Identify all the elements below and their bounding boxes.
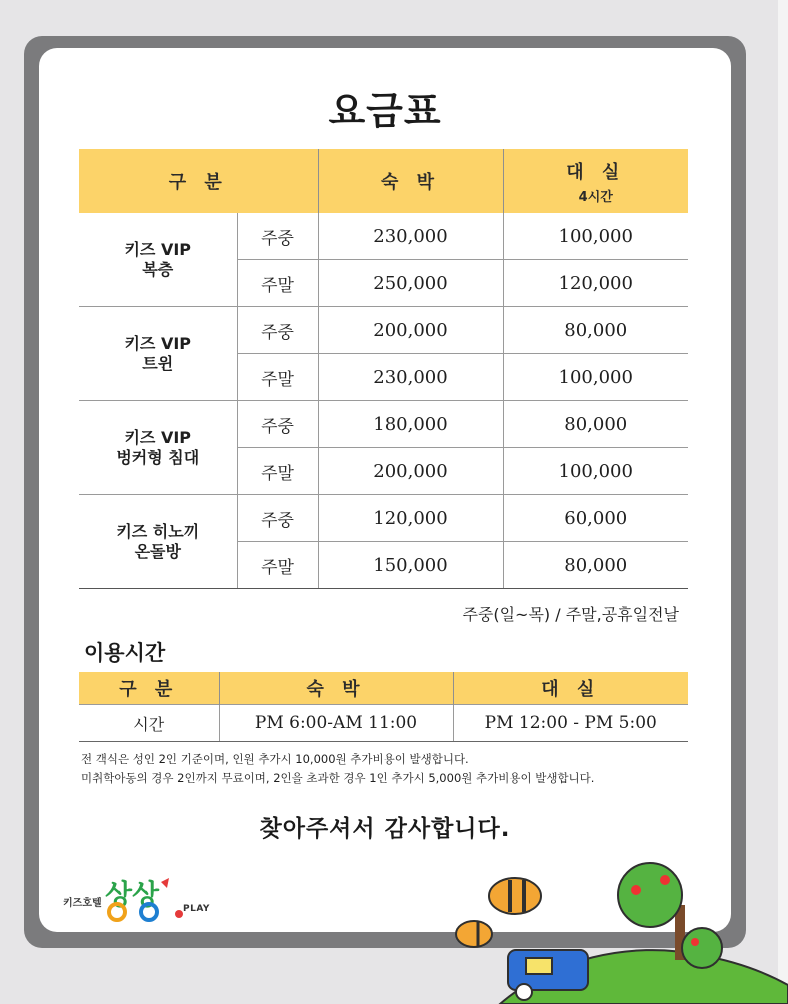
usage-header-category: 구 분 [79,672,219,705]
policy-note-line: 미취학아동의 경우 2인까지 무료이며, 2인을 초과한 경우 1인 추가시 5,000원 추가비용이 발생합니다. [81,771,595,785]
room-name-line2: 복층 [142,259,174,279]
tree-canopy-small [682,928,722,968]
car-window [526,958,552,974]
day-type: 주말 [237,354,318,401]
usage-stay-time: PM 6:00-AM 11:00 [219,705,453,742]
usage-table-header [79,672,688,705]
page-title: 요금표 [328,89,442,133]
logo-mark [103,874,187,924]
header-rest-label: 대 실 [566,161,626,183]
room-name-line1: 키즈 히노끼 [116,521,200,541]
policy-note-line: 전 객식은 성인 2인 기준이며, 인원 추가시 10,000원 추가비용이 발생합니다. [81,752,469,766]
price-table [79,149,688,589]
price-table-header [79,149,688,213]
room-name-line1: 키즈 VIP [124,427,192,447]
logo-main-text: 상상 [105,878,160,911]
rest-price: 80,000 [503,401,688,448]
stay-price: 180,000 [318,401,503,448]
table-row [79,705,688,742]
usage-row-label: 시간 [79,705,219,742]
policy-notes [81,750,594,788]
stay-price: 250,000 [318,260,503,307]
bee-icon [456,921,492,947]
room-name [79,213,237,307]
header-rest-sub: 4시간 [578,189,613,205]
rest-price: 100,000 [503,448,688,495]
header-rest [503,149,688,213]
usage-header-rest: 대 실 [453,672,688,705]
rest-price: 60,000 [503,495,688,542]
stay-price: 230,000 [318,213,503,260]
day-type: 주말 [237,260,318,307]
day-type: 주중 [237,401,318,448]
apple-icon [631,885,641,895]
header-category: 구 분 [79,149,318,213]
apple-icon [660,875,670,885]
room-name [79,401,237,495]
rest-price: 80,000 [503,542,688,589]
bee-icon [489,878,541,914]
rest-price: 100,000 [503,213,688,260]
kids-illustration [440,850,788,1004]
day-type: 주말 [237,448,318,495]
stay-price: 200,000 [318,307,503,354]
rest-price: 80,000 [503,307,688,354]
room-name [79,307,237,401]
day-type: 주중 [237,307,318,354]
room-name-line2: 온돌방 [134,541,181,561]
table-row [79,495,688,542]
car-wheel [516,984,532,1000]
header-stay: 숙 박 [318,149,503,213]
rest-price: 100,000 [503,354,688,401]
room-name-line1: 키즈 VIP [124,239,192,259]
table-row [79,401,688,448]
day-type: 주중 [237,495,318,542]
stay-price: 120,000 [318,495,503,542]
stay-price: 230,000 [318,354,503,401]
room-name-line2: 트윈 [142,353,174,373]
room-name [79,495,237,589]
table-row [79,307,688,354]
day-type: 주중 [237,213,318,260]
usage-rest-time: PM 12:00 - PM 5:00 [453,705,688,742]
stay-price: 150,000 [318,542,503,589]
usage-time-table [79,672,688,742]
logo-small-text: 키즈호텔 [63,898,102,909]
room-name-line2: 벙커형 침대 [116,447,200,467]
tree-canopy [618,863,682,927]
price-card [39,48,731,932]
stay-price: 200,000 [318,448,503,495]
usage-header-stay: 숙 박 [219,672,453,705]
table-row [79,213,688,260]
apple-icon [691,938,699,946]
rest-price: 120,000 [503,260,688,307]
logo-dot-red [175,910,183,918]
usage-time-title: 이용시간 [84,641,166,665]
thank-you-message: 찾아주셔서 감사합니다. [259,816,511,842]
day-type: 주말 [237,542,318,589]
hotel-logo [63,874,223,924]
logo-play-text: PLAY [183,904,210,914]
logo-flag [161,878,169,888]
room-name-line1: 키즈 VIP [124,333,192,353]
week-definition-note: 주중(일~목) / 주말,공휴일전날 [462,605,679,624]
